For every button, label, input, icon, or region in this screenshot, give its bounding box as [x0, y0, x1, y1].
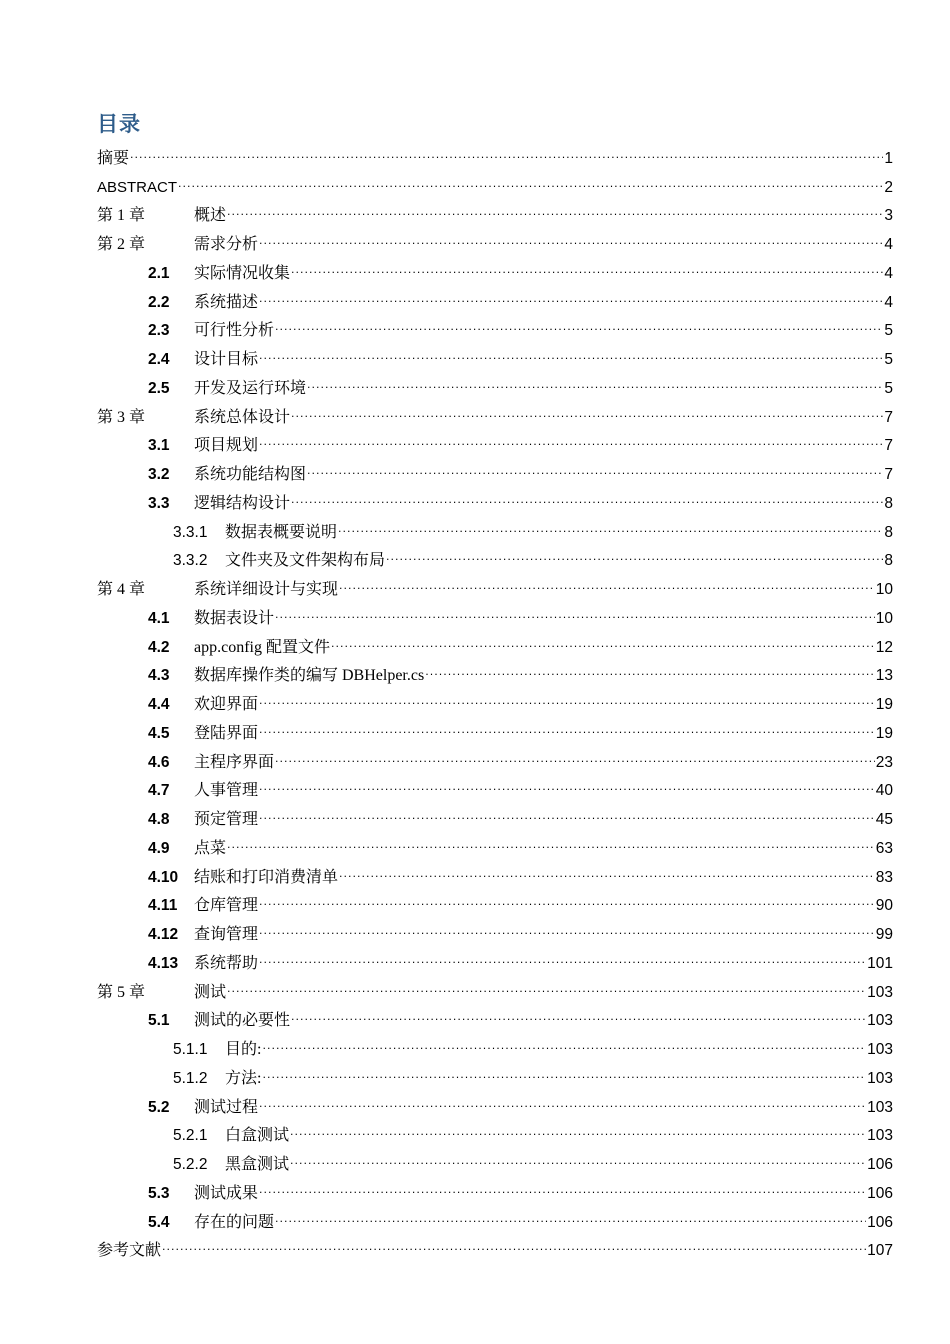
toc-dot-leader [262, 1036, 866, 1056]
toc-entry[interactable] [97, 1089, 893, 1118]
toc-entry-title: 白盒测试 [225, 1127, 290, 1145]
toc-entry[interactable] [97, 543, 893, 572]
toc-entry-number: 3.3.2 [173, 552, 208, 570]
toc-entry-page: 19 [875, 724, 893, 742]
toc-entry-title: 数据表设计 [194, 609, 275, 627]
toc-dot-leader [291, 490, 883, 510]
toc-entry-number: 2.5 [148, 379, 170, 397]
toc-entry-title: 结账和打印消费清单 [194, 868, 339, 886]
toc-entry-page: 106 [867, 1184, 893, 1202]
toc-dot-leader [259, 432, 883, 452]
toc-dot-leader [130, 145, 883, 165]
toc-entry-page: 7 [884, 408, 893, 426]
toc-entry-page: 5 [884, 379, 893, 397]
toc-entry-number: 第 5 章 [97, 983, 146, 1001]
toc-entry-number: 4.5 [148, 724, 170, 742]
toc-entry-title: 摘要 [97, 149, 130, 167]
toc-entry[interactable] [97, 370, 893, 399]
toc-entry-title: 仓库管理 [194, 897, 259, 915]
toc-dot-leader [259, 777, 875, 797]
toc-dot-leader [338, 519, 883, 539]
toc-entry-title: 黑盒测试 [225, 1156, 290, 1173]
toc-entry-number: 4.8 [148, 811, 170, 828]
toc-entry[interactable] [97, 1060, 893, 1089]
toc-entry-number: 5.1.1 [173, 1041, 208, 1058]
toc-dot-leader [178, 174, 883, 194]
toc-entry-title: 欢迎界面 [194, 696, 259, 713]
toc-entry[interactable] [97, 744, 893, 773]
toc-entry-number: 5.1.2 [173, 1069, 208, 1087]
toc-entry-title: 测试 [194, 983, 227, 1001]
toc-entry-page: 12 [875, 638, 893, 656]
toc-entry-page: 4 [884, 236, 893, 253]
toc-entry-title: 点菜 [194, 839, 227, 857]
toc-dot-leader [331, 634, 875, 654]
toc-entry-number: 2.2 [148, 293, 170, 311]
toc-entry-number: 5.3 [148, 1184, 170, 1202]
toc-dot-leader [227, 835, 875, 855]
toc-entry-page: 106 [867, 1156, 893, 1173]
toc-dot-leader [227, 202, 883, 222]
toc-entry-title: 登陆界面 [194, 724, 259, 742]
toc-entry-title: 可行性分析 [194, 322, 275, 340]
toc-entry[interactable] [97, 226, 893, 255]
toc-entry[interactable] [97, 658, 893, 687]
toc-entry-title: 数据表概要说明 [225, 523, 338, 541]
toc-dot-leader [307, 375, 883, 395]
toc-entry-title: 设计目标 [194, 351, 259, 368]
toc-entry-number: 2.3 [148, 322, 170, 340]
toc-dot-leader [275, 317, 883, 337]
toc-entry[interactable] [97, 1031, 893, 1060]
toc-dot-leader [339, 576, 875, 596]
toc-entry[interactable] [97, 313, 893, 342]
toc-entry-number: 5.2 [148, 1098, 170, 1116]
toc-entry-number: 3.3 [148, 494, 170, 512]
toc-entry-page: 103 [867, 1041, 893, 1058]
toc-dot-leader [307, 461, 883, 481]
toc-entry-page: 2 [884, 178, 893, 196]
toc-entry-number: 5.2.1 [173, 1127, 208, 1145]
toc-entry-number: 第 4 章 [97, 581, 146, 598]
toc-entry-title: 预定管理 [194, 811, 259, 828]
toc-entry-title: 项目规划 [194, 437, 259, 455]
toc-entry-page: 103 [867, 1069, 893, 1087]
toc-entry-title: 测试过程 [194, 1098, 259, 1116]
toc-entry-page: 103 [867, 1098, 893, 1116]
toc-entry-number: 5.2.2 [173, 1156, 208, 1173]
toc-entry[interactable] [97, 399, 893, 428]
toc-entry-number: 第 3 章 [97, 408, 146, 426]
toc-dot-leader [259, 892, 875, 912]
toc-entry-title: 系统功能结构图 [194, 466, 307, 483]
toc-entry-page: 13 [875, 667, 893, 685]
toc-dot-leader [259, 950, 866, 970]
toc-dot-leader [259, 720, 875, 740]
toc-dot-leader [259, 346, 883, 366]
toc-entry-number: 3.1 [148, 437, 170, 455]
toc-entry-number: 4.3 [148, 667, 170, 685]
toc-entry-number: 4.10 [148, 868, 179, 886]
toc-entry-title: 测试成果 [194, 1184, 259, 1202]
toc-entry[interactable] [97, 830, 893, 859]
toc-entry-number: 3.3.1 [173, 523, 208, 541]
toc-entry[interactable] [97, 456, 893, 485]
toc-entry-number: 4.4 [148, 696, 170, 713]
toc-entry-title: 存在的问题 [194, 1213, 275, 1231]
toc-entry[interactable] [97, 715, 893, 744]
toc-entry[interactable] [97, 773, 893, 802]
toc-entry-page: 103 [867, 1127, 893, 1145]
toc-entry[interactable] [97, 428, 893, 457]
toc-entry[interactable] [97, 859, 893, 888]
toc-entry-title: 系统详细设计与实现 [194, 581, 339, 598]
toc-entry-page: 23 [875, 753, 893, 771]
toc-dot-leader [259, 231, 883, 251]
toc-dot-leader [290, 1122, 866, 1142]
toc-entry-page: 5 [884, 322, 893, 340]
toc-entry[interactable] [97, 169, 893, 198]
toc-entry-number: 3.2 [148, 466, 170, 483]
toc-entry-page: 1 [884, 149, 893, 167]
toc-dot-leader [227, 979, 866, 999]
toc-entry-page: 5 [884, 351, 893, 368]
toc-dot-leader [162, 1237, 866, 1257]
toc-entry-page: 4 [884, 293, 893, 311]
toc-entry-page: 63 [875, 839, 893, 857]
toc-entry-title: 实际情况收集 [194, 264, 291, 282]
toc-dot-leader [291, 1007, 866, 1027]
toc-entry[interactable] [97, 1233, 893, 1262]
toc-entry-title: 人事管理 [194, 782, 259, 800]
toc-entry[interactable] [97, 801, 893, 830]
toc-entry-number: 第 1 章 [97, 207, 146, 225]
toc-entry-number: 5.1 [148, 1012, 170, 1030]
toc-entry-title: 主程序界面 [194, 753, 275, 771]
toc-dot-leader [291, 404, 883, 424]
toc-dot-leader [259, 806, 875, 826]
toc-entry-number: 4.1 [148, 609, 170, 627]
toc-entry[interactable] [97, 1118, 893, 1147]
toc-dot-leader [275, 605, 875, 625]
toc-entry-title: 数据库操作类的编写 DBHelper.cs [194, 667, 425, 685]
toc-entry-page: 101 [867, 954, 893, 972]
toc-dot-leader [290, 1151, 866, 1171]
toc-entry-title: 系统总体设计 [194, 408, 291, 426]
toc-entry-page: 83 [875, 868, 893, 886]
toc-dot-leader [259, 921, 875, 941]
toc-entry-page: 106 [867, 1213, 893, 1231]
toc-entry[interactable] [97, 916, 893, 945]
toc-entry-page: 8 [884, 523, 893, 541]
toc-entry[interactable] [97, 255, 893, 284]
toc-dot-leader [275, 749, 875, 769]
toc-entry-page: 103 [867, 1012, 893, 1030]
toc-dot-leader [425, 662, 875, 682]
toc-entry-title: 系统描述 [194, 293, 259, 311]
toc-entry[interactable] [97, 198, 893, 227]
toc-entry[interactable] [97, 341, 893, 370]
toc-entry-number: 5.4 [148, 1213, 170, 1231]
toc-entry[interactable] [97, 1204, 893, 1233]
toc-dot-leader [259, 289, 883, 309]
toc-entry-title: ABSTRACT [97, 178, 178, 196]
toc-entry-title: 方法: [225, 1069, 262, 1087]
toc-entry-number: 4.13 [148, 954, 179, 972]
toc-entry-number: 4.6 [148, 753, 170, 771]
toc-entry-number: 4.12 [148, 926, 179, 943]
toc-entry-page: 10 [875, 609, 893, 627]
toc-entry-number: 4.7 [148, 782, 170, 800]
toc-entry-page: 19 [875, 696, 893, 713]
toc-entry-number: 4.9 [148, 839, 170, 857]
toc-entry[interactable] [97, 629, 893, 658]
toc-entry[interactable] [97, 284, 893, 313]
toc-entry-title: 概述 [194, 207, 227, 225]
toc-entry-page: 8 [884, 494, 893, 512]
toc-entry-title: 需求分析 [194, 236, 259, 253]
toc-entry-page: 7 [884, 437, 893, 455]
toc-entry-page: 4 [884, 264, 893, 282]
toc-entry-number: 4.11 [148, 897, 178, 915]
toc-entry-title: 文件夹及文件架构布局 [225, 552, 386, 570]
toc-entry-page: 99 [875, 926, 893, 943]
toc-dot-leader [291, 260, 883, 280]
toc-entry-number: 4.2 [148, 638, 170, 656]
toc-dot-leader [259, 1180, 866, 1200]
toc-entry[interactable] [97, 485, 893, 514]
toc-entry-page: 107 [867, 1242, 893, 1260]
toc-entry-title: 逻辑结构设计 [194, 494, 291, 512]
toc-entry-page: 40 [875, 782, 893, 800]
toc-entry-number: 2.1 [148, 264, 170, 282]
toc-entry-page: 10 [875, 581, 893, 598]
toc-entry-title: 查询管理 [194, 926, 259, 943]
toc-entry-page: 90 [875, 897, 893, 915]
toc-entry[interactable] [97, 600, 893, 629]
toc-entry-title: 参考文献 [97, 1242, 162, 1260]
toc-entry-title: 系统帮助 [194, 954, 259, 972]
toc-entry[interactable] [97, 945, 893, 974]
toc-dot-leader [339, 864, 875, 884]
toc-entry-title: 开发及运行环境 [194, 379, 307, 397]
toc-entry[interactable] [97, 686, 893, 715]
toc-title: 目录 [97, 112, 141, 136]
toc-entry[interactable] [97, 1175, 893, 1204]
toc-entry[interactable] [97, 571, 893, 600]
toc-entry-page: 45 [875, 811, 893, 828]
toc-entry-number: 2.4 [148, 351, 170, 368]
toc-dot-leader [386, 547, 883, 567]
toc-entry-title: 测试的必要性 [194, 1012, 291, 1030]
toc-entry[interactable] [97, 140, 893, 169]
toc-entry[interactable] [97, 514, 893, 543]
toc-dot-leader [259, 1094, 866, 1114]
toc-entry-page: 8 [884, 552, 893, 570]
toc-entry[interactable] [97, 888, 893, 917]
table-of-contents [97, 140, 893, 1261]
toc-entry-page: 3 [884, 207, 893, 225]
toc-dot-leader [262, 1065, 866, 1085]
toc-entry[interactable] [97, 1003, 893, 1032]
toc-entry[interactable] [97, 1146, 893, 1175]
toc-entry-number: 第 2 章 [97, 236, 146, 253]
toc-dot-leader [275, 1209, 866, 1229]
toc-entry-title: app.config 配置文件 [194, 638, 330, 656]
toc-entry-title: 目的: [225, 1041, 262, 1058]
toc-entry-page: 7 [884, 466, 893, 483]
toc-entry[interactable] [97, 974, 893, 1003]
toc-dot-leader [259, 691, 875, 711]
toc-entry-page: 103 [867, 983, 893, 1001]
